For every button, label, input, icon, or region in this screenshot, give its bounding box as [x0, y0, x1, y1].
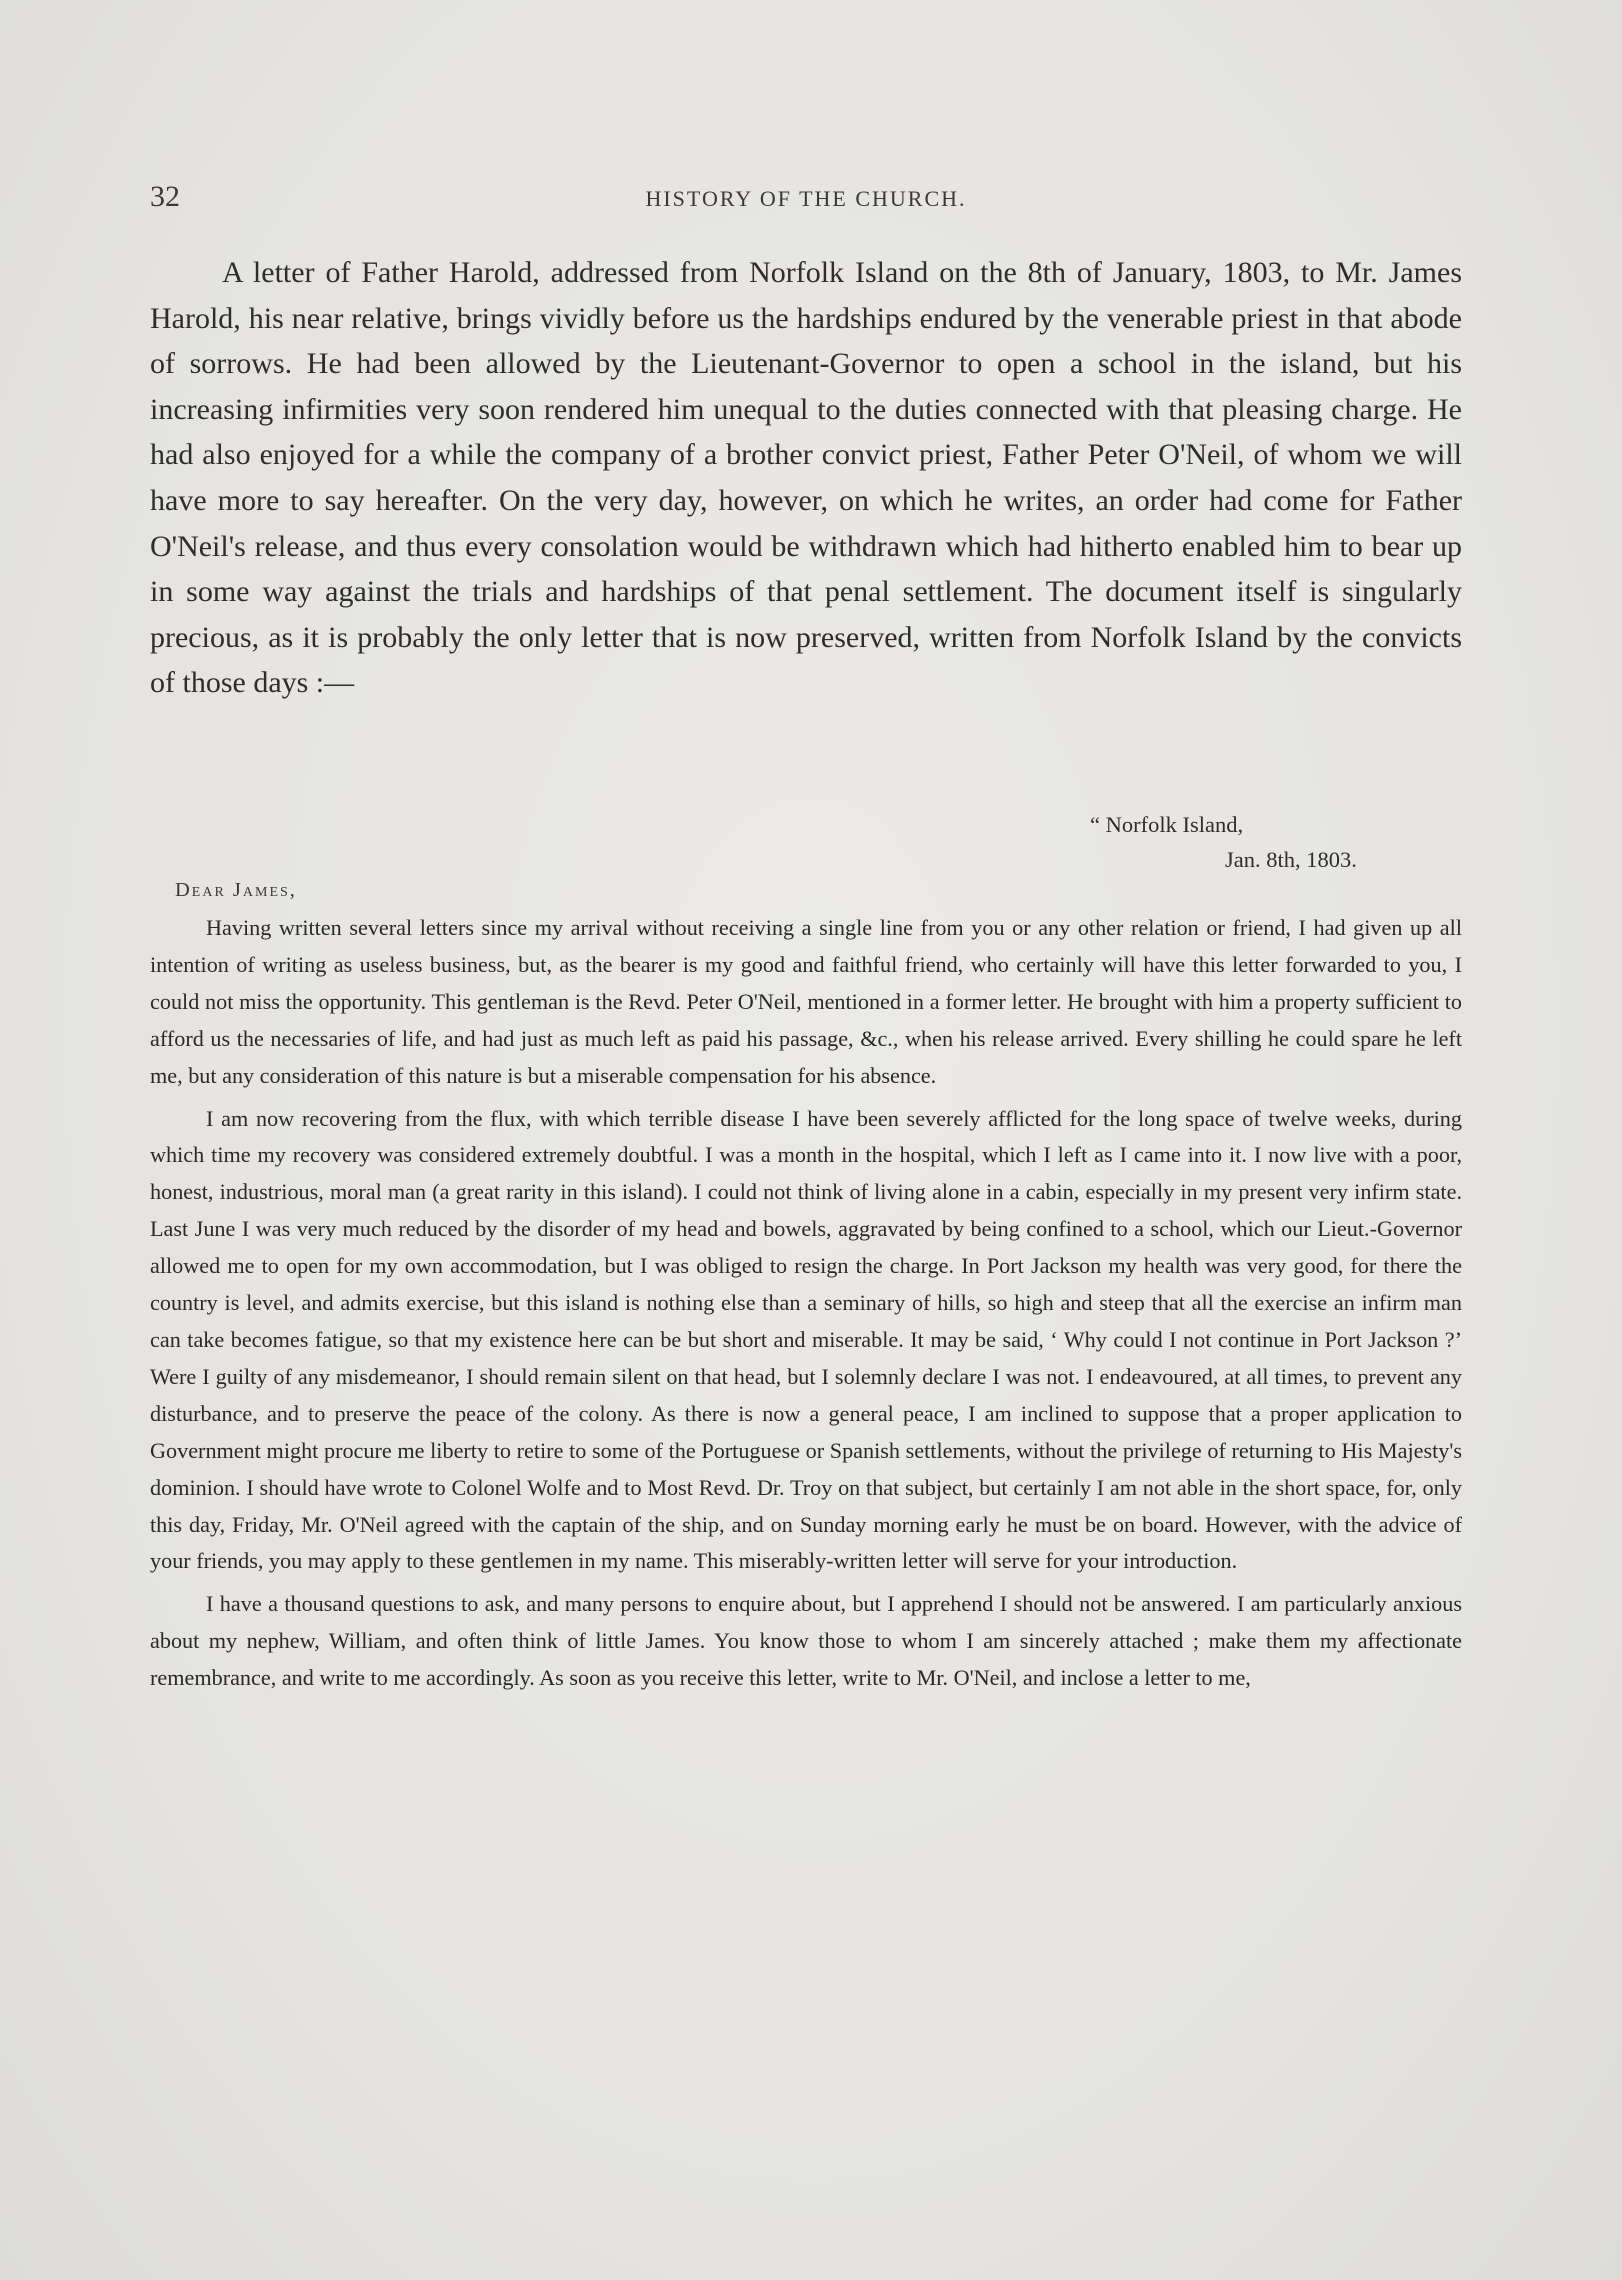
letter-paragraph: I am now recovering from the flux, with which terrible disease I have been severely afflicted for the long space of twelve weeks, during which time my recovery was considered extremely doubtful. I was a month in the hospital, which I left as I came into it. I now live with a poor, honest, industrious, moral man (a great rarity in this island). I could not think of living alone in a cabin, especially in my present very infirm state. Last June I was very much reduced by the disorder of my head and bowels, aggravated by being confined to a school, which our Lieut.-Governor allowed me to open for my own accommodation, but I was obliged to resign the charge. In Port Jackson my health was very good, for there the country is level, and admits exercise, but this island is nothing else than a seminary of hills, so high and steep that all the exercise an infirm man can take becomes fatigue, so that my existence here can be but short and miserable. It may be said, ‘ Why could I not continue in Port Jackson ?’ Were I guilty of any misdemeanor, I should remain silent on that head, but I solemnly declare I was not. I endeavoured, at all times, to prevent any disturbance, and to preserve the peace of the colony. As there is now a general peace, I am inclined to suppose that a proper application to Government might procure me liberty to retire to some of the Portuguese or Spanish settlements, without the privilege of returning to His Majesty's dominion. I should have wrote to Colonel Wolfe and to Most Revd. Dr. Troy on that subject, but certainly I am not able in the short space, for, only this day, Friday, Mr. O'Neil agreed with the captain of the ship, and on Sunday morning early he must be on board. However, with the advice of your friends, you may apply to these gentlemen in my name. This miserably-written letter will serve for your introduction. [150, 1105, 1462, 1574]
letter-salutation: Dear James, [175, 879, 297, 901]
letter-paragraph: Having written several letters since my arrival without receiving a single line from you or any other relation or friend, I had given up all intention of writing as useless business, but, as the bearer is my good and faithful friend, who certainly will have this letter forwarded to you, I could not miss the opportunity. This gentleman is the Revd. Peter O'Neil, mentioned in a former letter. He brought with him a property sufficient to afford us the necessaries of life, and had just as much left as paid his passage, &c., when his release arrived. Every shilling he could spare he left me, but any consideration of this nature is but a miserable compensation for his absence. [150, 915, 1462, 1088]
letter-dateline [1090, 807, 1450, 877]
intro-section [150, 250, 1462, 706]
letter-place: “ Norfolk Island, [1090, 812, 1244, 837]
page-number: 32 [150, 180, 180, 213]
intro-paragraph: A letter of Father Harold, addressed from Norfolk Island on the 8th of January, 1803, to Mr. James Harold, his near relative, brings vividly before us the hardships endured by the venerable priest in that abode of sorrows. He had been allowed by the Lieutenant-Governor to open a school in the island, but his increasing infirmities very soon rendered him unequal to the duties connected with that pleasing charge. He had also enjoyed for a while the company of a brother convict priest, Father Peter O'Neil, of whom we will have more to say hereafter. On the very day, however, on which he writes, an order had come for Father O'Neil's release, and thus every consolation would be withdrawn which had hitherto enabled him to bear up in some way against the trials and hardships of that penal settlement. The document itself is singularly precious, as it is probably the only letter that is now preserved, written from Norfolk Island by the convicts of those days :— [150, 256, 1462, 700]
letter-body [150, 910, 1462, 1697]
letter-paragraph: I have a thousand questions to ask, and many persons to enquire about, but I apprehend I should not be answered. I am particularly anxious about my nephew, William, and often think of little James. You know those to whom I am sincerely attached ; make them my affectionate remembrance, and write to me accordingly. As soon as you receive this letter, write to Mr. O'Neil, and inclose a letter to me, [150, 1591, 1462, 1691]
page-header [150, 180, 1462, 220]
running-head: HISTORY OF THE CHURCH. [645, 186, 967, 211]
letter-date: Jan. 8th, 1803. [1225, 847, 1357, 872]
